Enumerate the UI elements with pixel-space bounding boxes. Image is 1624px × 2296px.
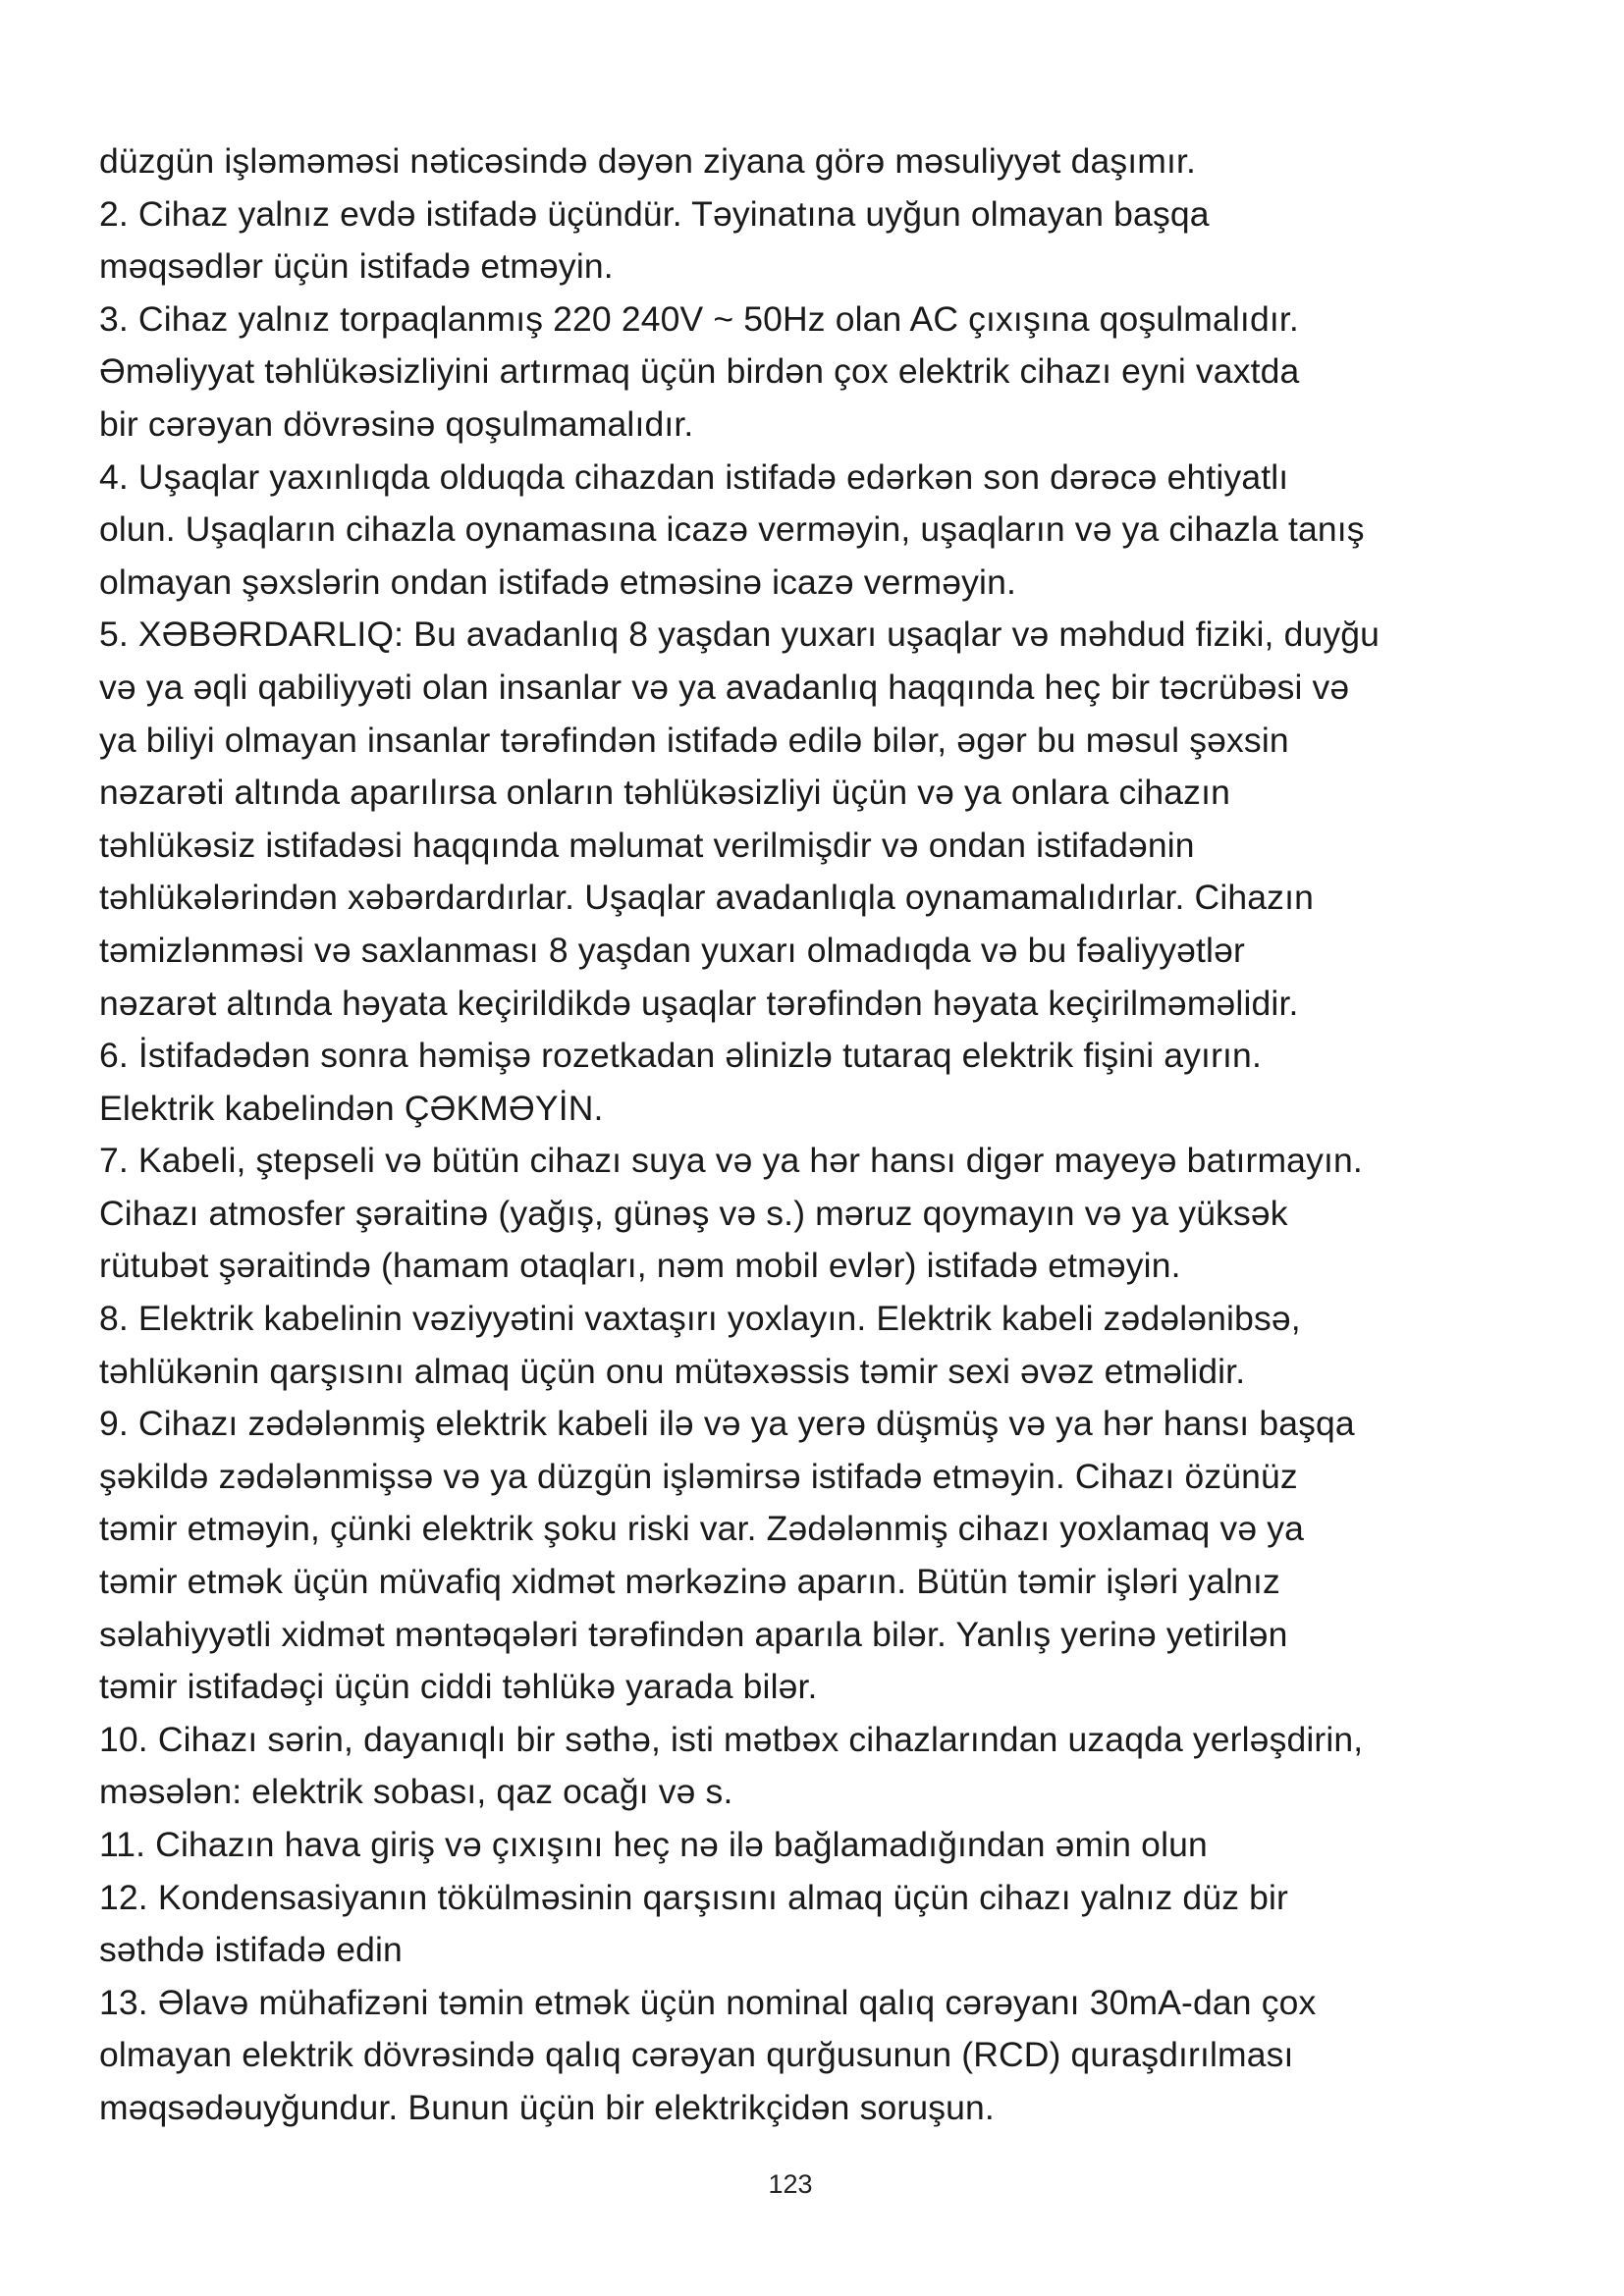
text-line: 10. Cihazı sərin, dayanıqlı bir səthə, isti mətbəx cihazlarından uzaqda yerləşdirin, [99,1719,1364,1759]
text-line: 4. Uşaqlar yaxınlıqda olduqda cihazdan istifadə edərkən son dərəcə ehtiyatlı [99,456,1289,497]
text-line: bir cərəyan dövrəsinə qoşulmamalıdır. [99,403,694,444]
text-line: təhlükələrindən xəbərdardırlar. Uşaqlar avadanlıqla oynamamalıdırlar. Cihazın [99,878,1314,918]
text-line: şəkildə zədələnmişsə və ya düzgün işləmirsə istifadə etməyin. Cihazı özünüz [99,1456,1298,1496]
text-line: nəzarət altında həyata keçirildikdə uşaqlar tərəfindən həyata keçirilməməlidir. [99,983,1299,1023]
text-line: 8. Elektrik kabelinin vəziyyətini vaxtaşırı yoxlayın. Elektrik kabeli zədələnibsə, [99,1299,1301,1339]
text-line: məsələn: elektrik sobası, qaz ocağı və s. [99,1772,733,1812]
page-number: 123 [768,2169,813,2199]
text-line: nəzarəti altında aparılırsa onların təhlükəsizliyi üçün və ya onlara cihazın [99,773,1230,813]
text-line: 3. Cihaz yalnız torpaqlanmış 220 240V ~ 50Hz olan AC çıxışına qoşulmalıdır. [99,298,1299,339]
text-line: olmayan şəxslərin ondan istifadə etməsinə icazə verməyin. [99,561,1016,602]
text-line: təmizlənməsi və saxlanması 8 yaşdan yuxarı olmadıqda və bu fəaliyyətlər [99,930,1245,970]
text-line: və ya əqli qabiliyyəti olan insanlar və ya avadanlıq haqqında heç bir təcrübəsi və [99,667,1350,707]
text-line: səthdə istifadə edin [99,1930,403,1970]
text-line: 12. Kondensasiyanın tökülməsinin qarşısını almaq üçün cihazı yalnız düz bir [99,1877,1289,1917]
text-line: rütubət şəraitində (hamam otaqları, nəm mobil evlər) istifadə etməyin. [99,1246,1181,1286]
text-line: olun. Uşaqların cihazla oynamasına icazə verməyin, uşaqların və ya cihazla tanış [99,509,1365,550]
text-line: Cihazı atmosfer şəraitinə (yağış, günəş və s.) məruz qoymayın və ya yüksək [99,1193,1288,1233]
text-line: təhlükəsiz istifadəsi haqqında məlumat verilmişdir və ondan istifadənin [99,825,1195,865]
text-line: 6. İstifadədən sonra həmişə rozetkadan əlinizlə tutaraq elektrik fişini ayırın. [99,1036,1262,1076]
text-line: Elektrik kabelindən ÇƏKMƏYİN. [99,1088,604,1128]
text-line: olmayan elektrik dövrəsində qalıq cərəyan qurğusunun (RCD) quraşdırılması [99,2035,1294,2075]
text-line: məqsədlər üçün istifadə etməyin. [99,246,614,287]
text-line: təmir etməyin, çünki elektrik şoku riski var. Zədələnmiş cihazı yoxlamaq və ya [99,1509,1305,1549]
text-line: 9. Cihazı zədələnmiş elektrik kabeli ilə və ya yerə düşmüş və ya hər hansı başqa [99,1404,1355,1444]
text-line: düzgün işləməməsi nəticəsində dəyən ziyana görə məsuliyyət daşımır. [99,141,1197,181]
text-line: 5. XƏBƏRDARLIQ: Bu avadanlıq 8 yaşdan yuxarı uşaqlar və məhdud fiziki, duyğu [99,614,1380,655]
text-line: 11. Cihazın hava giriş və çıxışını heç nə ilə bağlamadığından əmin olun [99,1825,1208,1864]
document-body [99,135,1533,2135]
text-line: təhlükənin qarşısını almaq üçün onu mütəxəssis təmir sexi əvəz etməlidir. [99,1351,1246,1391]
text-line: Əməliyyat təhlükəsizliyini artırmaq üçün birdən çox elektrik cihazı eyni vaxtda [99,351,1300,392]
text-line: 13. Əlavə mühafizəni təmin etmək üçün nominal qalıq cərəyanı 30mA-dan çox [99,1982,1317,2022]
text-line: ya biliyi olmayan insanlar tərəfindən istifadə edilə bilər, əgər bu məsul şəxsin [99,720,1289,760]
text-line: məqsədəuyğundur. Bunun üçün bir elektrikçidən soruşun. [99,2087,995,2127]
text-line: 2. Cihaz yalnız evdə istifadə üçündür. Təyinatına uyğun olmayan başqa [99,193,1210,234]
text-line: təmir etmək üçün müvafiq xidmət mərkəzinə aparın. Bütün təmir işləri yalnız [99,1562,1280,1602]
text-line: 7. Kabeli, ştepseli və bütün cihazı suya və ya hər hansı digər mayeyə batırmayın. [99,1141,1363,1181]
text-line: səlahiyyətli xidmət məntəqələri tərəfindən aparıla bilər. Yanlış yerinə yetirilən [99,1614,1288,1654]
text-line: təmir istifadəçi üçün ciddi təhlükə yarada bilər. [99,1667,818,1707]
